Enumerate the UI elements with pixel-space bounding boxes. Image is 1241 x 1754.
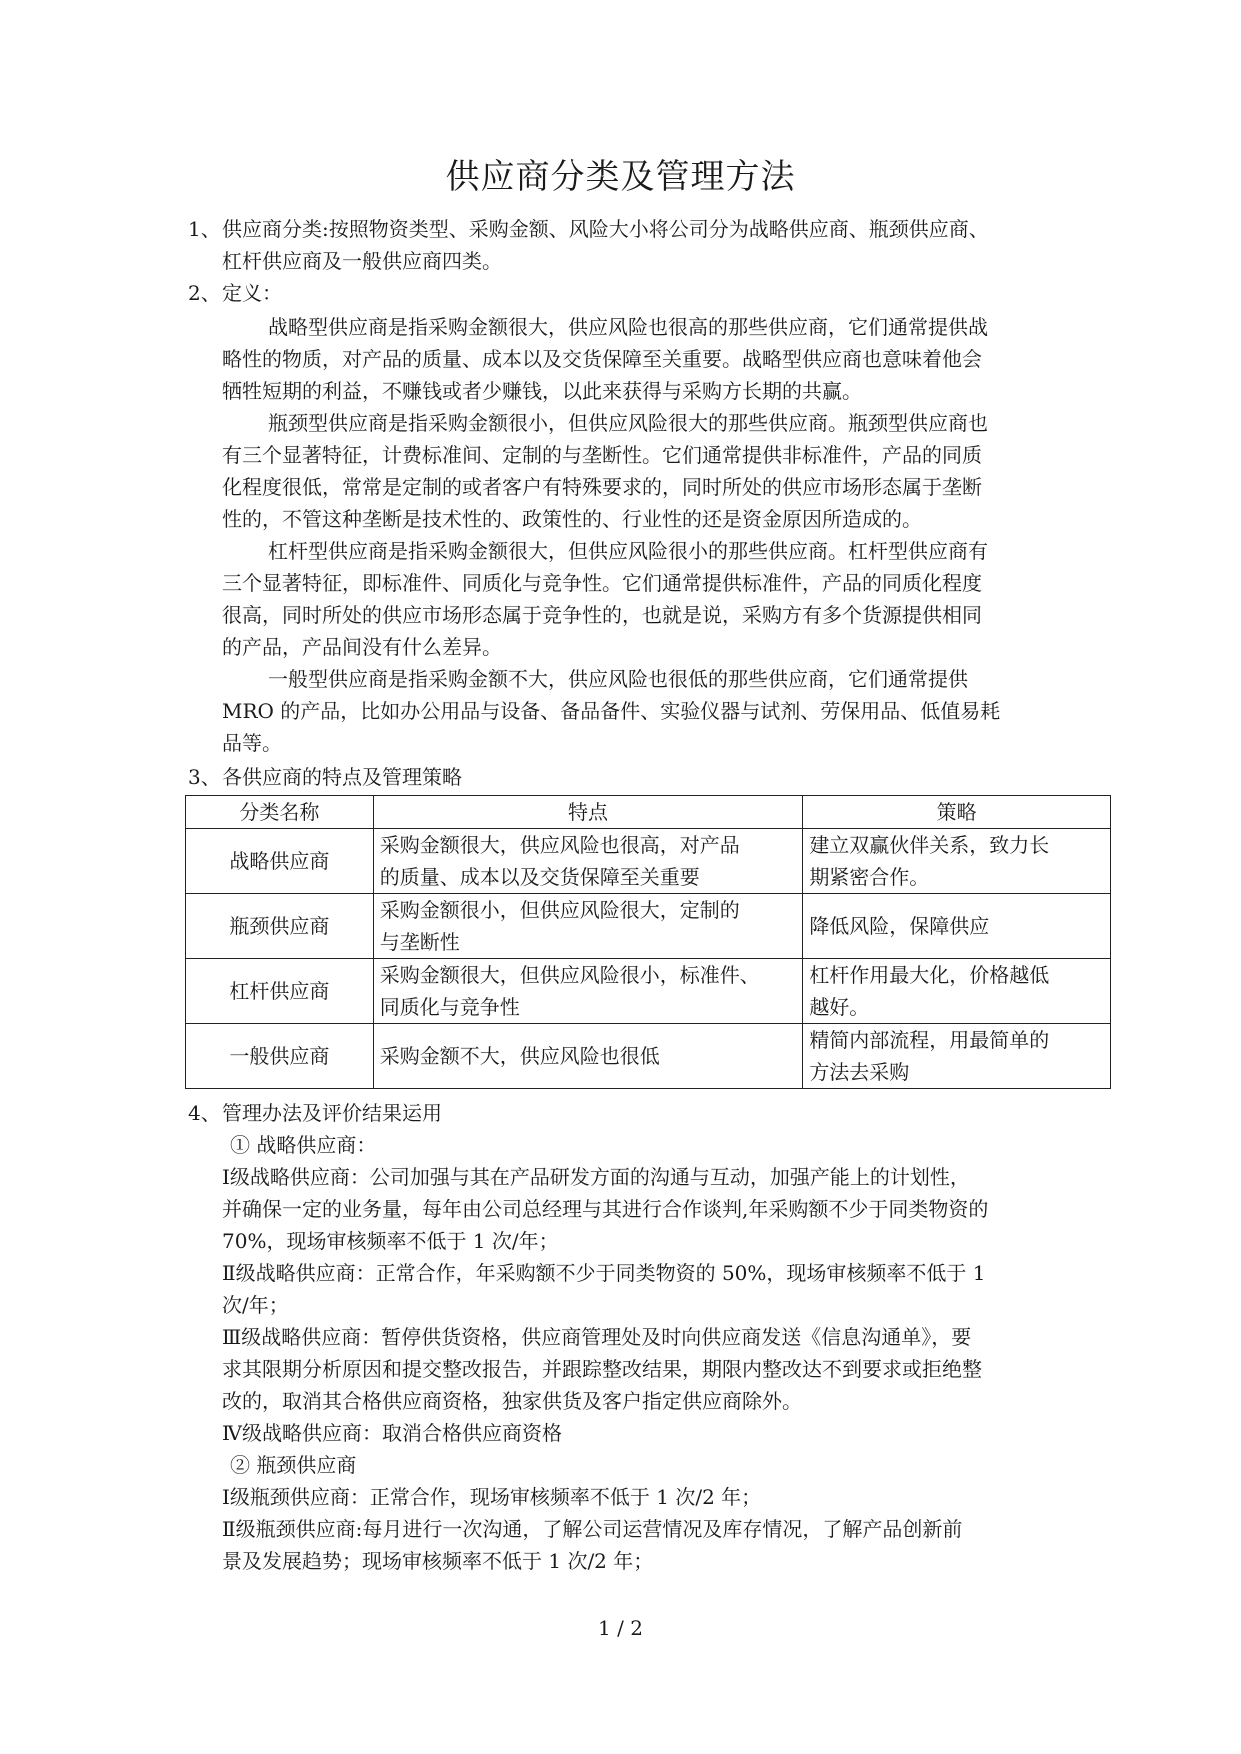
table-cell-category: 一般供应商 [186, 1024, 374, 1089]
section-1-number: 1、 [188, 217, 221, 241]
table-cell-category: 战略供应商 [186, 829, 374, 894]
strategic-subheading: ① 战略供应商： [230, 1133, 377, 1157]
table-cell-strategy [803, 829, 1111, 894]
strategic-definition-line-1: 战略型供应商是指采购金额很大，供应风险也很高的那些供应商，它们通常提供战 [268, 315, 988, 339]
bottleneck-definition-line-4: 性的，不管这种垄断是技术性的、政策性的、行业性的还是资金原因所造成的。 [222, 507, 922, 531]
table-row [186, 959, 1111, 1024]
section-1-line-1: 供应商分类:按照物资类型、采购金额、风险大小将公司分为战略供应商、瓶颈供应商、 [222, 217, 989, 241]
cell-line: 与垄断性 [379, 930, 460, 954]
bottleneck-definition-line-3: 化程度很低，常常是定制的或者客户有特殊要求的，同时所处的供应市场形态属于垄断 [222, 475, 982, 499]
table-cell-feature [373, 959, 803, 1024]
strategic-rule-line-4: Ⅱ级战略供应商：正常合作，年采购额不少于同类物资的 50%，现场审核频率不低于 1 [222, 1261, 986, 1285]
table-cell-feature [373, 829, 803, 894]
table-cell-strategy [803, 894, 1111, 959]
section-2-heading: 定义： [222, 281, 282, 305]
strategic-rule-line-6: Ⅲ级战略供应商：暂停供货资格，供应商管理处及时向供应商发送《信息沟通单》，要 [222, 1325, 972, 1349]
table-cell-category: 杠杆供应商 [186, 959, 374, 1024]
table-cell-feature [373, 1024, 803, 1089]
cell-line: 杠杆作用最大化，价格越低 [809, 963, 1050, 987]
table-header-strategy: 策略 [803, 796, 1111, 829]
cell-line: 方法去采购 [809, 1060, 910, 1084]
strategic-rule-line-9: Ⅳ级战略供应商：取消合格供应商资格 [222, 1421, 562, 1445]
table-header-row [186, 796, 1111, 829]
strategic-rule-line-1: Ⅰ级战略供应商：公司加强与其在产品研发方面的沟通与互动，加强产能上的计划性， [222, 1165, 970, 1189]
leverage-definition-line-4: 的产品，产品间没有什么差异。 [222, 635, 502, 659]
strategic-definition-line-2: 略性的物质，对产品的质量、成本以及交货保障至关重要。战略型供应商也意味着他会 [222, 347, 982, 371]
cell-line: 采购金额不大，供应风险也很低 [379, 1044, 660, 1068]
bottleneck-subheading: ② 瓶颈供应商 [230, 1453, 357, 1477]
supplier-strategy-table [185, 795, 1111, 1089]
cell-line: 建立双赢伙伴关系，致力长 [809, 833, 1050, 857]
general-definition-line-3: 品等。 [222, 731, 282, 755]
strategic-rule-line-5: 次/年； [222, 1293, 289, 1317]
table-row [186, 894, 1111, 959]
cell-line: 期紧密合作。 [809, 865, 930, 889]
table-cell-category: 瓶颈供应商 [186, 894, 374, 959]
bottleneck-rule-line-3: 景及发展趋势；现场审核频率不低于 1 次/2 年； [222, 1549, 654, 1573]
leverage-definition-line-2: 三个显著特征，即标准件、同质化与竞争性。它们通常提供标准件，产品的同质化程度 [222, 571, 982, 595]
cell-line: 采购金额很大，供应风险也很高，对产品 [379, 833, 740, 857]
section-3-heading: 各供应商的特点及管理策略 [222, 765, 462, 789]
table-row [186, 1024, 1111, 1089]
document-title: 供应商分类及管理方法 [445, 157, 796, 197]
bottleneck-rule-line-1: Ⅰ级瓶颈供应商：正常合作，现场审核频率不低于 1 次/2 年； [222, 1485, 762, 1509]
table-cell-strategy [803, 1024, 1111, 1089]
cell-line: 降低风险，保障供应 [809, 914, 990, 938]
cell-line: 越好。 [809, 995, 870, 1019]
page-number: 1 / 2 [598, 1616, 643, 1640]
table-cell-feature [373, 894, 803, 959]
section-4-number: 4、 [188, 1101, 221, 1125]
strategic-rule-line-3: 70%，现场审核频率不低于 1 次/年； [222, 1229, 559, 1253]
cell-line: 精简内部流程，用最简单的 [809, 1028, 1050, 1052]
cell-line: 的质量、成本以及交货保障至关重要 [379, 865, 700, 889]
bottleneck-rule-line-2: Ⅱ级瓶颈供应商:每月进行一次沟通，了解公司运营情况及库存情况，了解产品创新前 [222, 1517, 963, 1541]
section-2-number: 2、 [188, 281, 221, 305]
cell-line: 采购金额很大，但供应风险很小，标准件、 [379, 963, 760, 987]
strategic-rule-line-2: 并确保一定的业务量，每年由公司总经理与其进行合作谈判,年采购额不少于同类物资的 [222, 1197, 989, 1221]
cell-line: 采购金额很小，但供应风险很大，定制的 [379, 898, 740, 922]
section-3-number: 3、 [188, 765, 221, 789]
leverage-definition-line-3: 很高，同时所处的供应市场形态属于竞争性的，也就是说，采购方有多个货源提供相同 [222, 603, 982, 627]
bottleneck-definition-line-1: 瓶颈型供应商是指采购金额很小，但供应风险很大的那些供应商。瓶颈型供应商也 [268, 411, 988, 435]
general-definition-line-2: MRO 的产品，比如办公用品与设备、备品备件、实验仪器与试剂、劳保用品、低值易耗 [222, 699, 1001, 723]
cell-line: 同质化与竞争性 [379, 995, 520, 1019]
leverage-definition-line-1: 杠杆型供应商是指采购金额很大，但供应风险很小的那些供应商。杠杆型供应商有 [268, 539, 988, 563]
general-definition-line-1: 一般型供应商是指采购金额不大，供应风险也很低的那些供应商，它们通常提供 [268, 667, 968, 691]
section-1-line-2: 杠杆供应商及一般供应商四类。 [222, 249, 502, 273]
strategic-rule-line-7: 求其限期分析原因和提交整改报告，并跟踪整改结果，期限内整改达不到要求或拒绝整 [222, 1357, 982, 1381]
table-header-category: 分类名称 [186, 796, 374, 829]
strategic-definition-line-3: 牺牲短期的利益，不赚钱或者少赚钱，以此来获得与采购方长期的共赢。 [222, 379, 862, 403]
bottleneck-definition-line-2: 有三个显著特征，计费标准间、定制的与垄断性。它们通常提供非标准件，产品的同质 [222, 443, 982, 467]
table-cell-strategy [803, 959, 1111, 1024]
strategic-rule-line-8: 改的，取消其合格供应商资格，独家供货及客户指定供应商除外。 [222, 1389, 802, 1413]
table-row [186, 829, 1111, 894]
section-4-heading: 管理办法及评价结果运用 [222, 1101, 442, 1125]
table-header-feature: 特点 [373, 796, 803, 829]
